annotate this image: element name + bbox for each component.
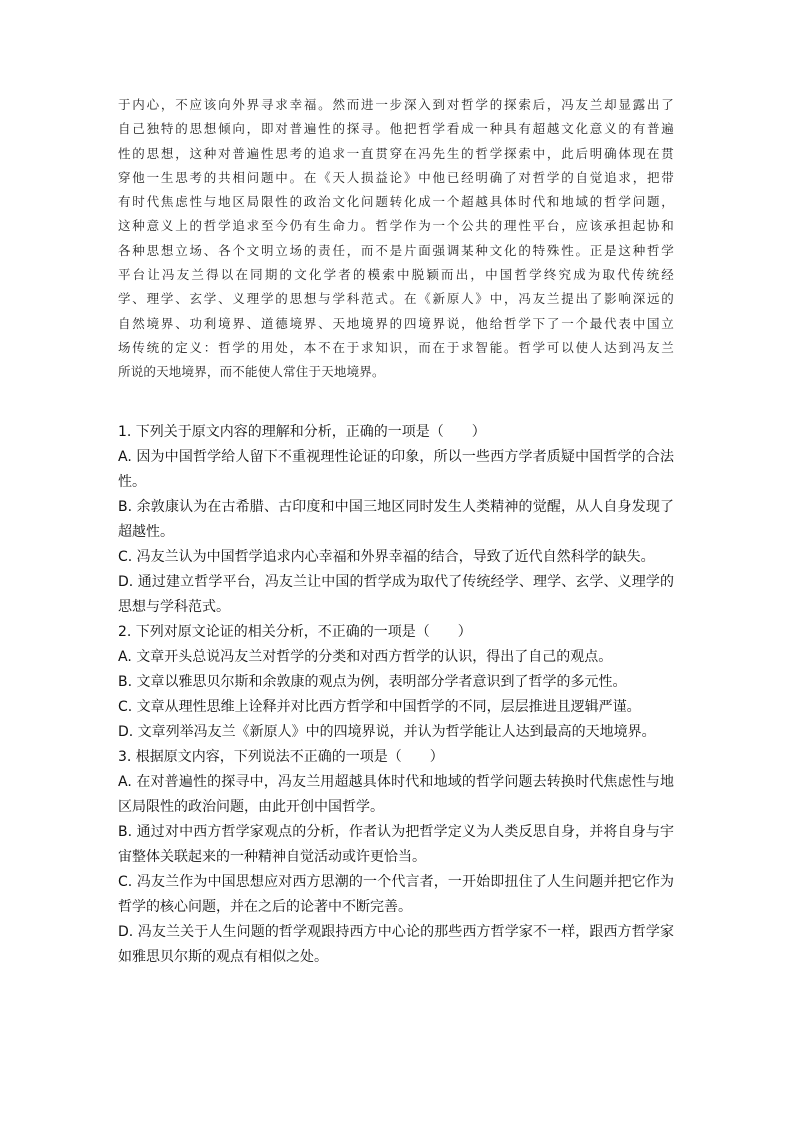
question-1-stem: 1. 下列关于原文内容的理解和分析，正确的一项是（ ）	[118, 424, 486, 440]
question-3-option-b: B. 通过对中西方哲学家观点的分析，作者认为把哲学定义为人类反思自身，并将自身与宇	[118, 824, 674, 840]
passage-line: 各种思想立场、各个文明立场的责任，而不是片面强调某种文化的特殊性。正是这种哲学	[118, 242, 674, 258]
question-2-option-d: D. 文章列举冯友兰《新原人》中的四境界说，并认为哲学能让人达到最高的天地境界。	[118, 724, 656, 740]
passage-line: 所说的天地境界，而不能使人常住于天地境界。	[118, 364, 385, 380]
question-1-option-a-cont: 性。	[118, 474, 146, 490]
question-3-option-a: A. 在对普遍性的探寻中，冯友兰用超越具体时代和地域的哲学问题去转换时代焦虑性与地	[118, 774, 674, 790]
question-3-option-d-cont: 如雅思贝尔斯的观点有相似之处。	[118, 949, 328, 965]
question-2-option-c: C. 文章从理性思维上诠释并对比西方哲学和中国哲学的不同，层层推进且逻辑严谨。	[118, 699, 641, 715]
question-3-option-d: D. 冯友兰关于人生问题的哲学观跟持西方中心论的那些西方哲学家不一样，跟西方哲学家	[118, 924, 674, 940]
passage-line: 穿他一生思考的共相问题中。在《天人损益论》中他已经明确了对哲学的自觉追求，把带	[118, 169, 674, 185]
question-2-option-a: A. 文章开头总说冯友兰对哲学的分类和对西方哲学的认识，得出了自己的观点。	[118, 649, 613, 665]
passage-line: 自然境界、功利境界、道德境界、天地境界的四境界说，他给哲学下了一个最代表中国立	[118, 315, 674, 331]
passage-line: 学、理学、玄学、义理学的思想与学科范式。在《新原人》中，冯友兰提出了影响深远的	[118, 291, 674, 307]
question-3-option-b-cont: 宙整体关联起来的一种精神自觉活动或许更恰当。	[118, 849, 426, 865]
passage-text	[118, 93, 674, 385]
question-3-option-c: C. 冯友兰作为中国思想应对西方思潮的一个代言者，一开始即扭住了人生问题并把它作为	[118, 874, 674, 890]
question-3-option-c-cont: 哲学的核心问题，并在之后的论著中不断完善。	[118, 899, 412, 915]
question-2-stem: 2. 下列对原文论证的相关分析，不正确的一项是（ ）	[118, 624, 472, 640]
question-1-option-d-cont: 思想与学科范式。	[118, 599, 230, 615]
question-2-option-b: B. 文章以雅思贝尔斯和余敦康的观点为例，表明部分学者意识到了哲学的多元性。	[118, 674, 627, 690]
question-3-option-a-cont: 区局限性的政治问题，由此开创中国哲学。	[118, 799, 384, 815]
question-1-option-b: B. 余敦康认为在古希腊、古印度和中国三地区同时发生人类精神的觉醒，从人自身发现了	[118, 499, 674, 515]
passage-line: 自己独特的思想倾向，即对普遍性的探寻。他把哲学看成一种具有超越文化意义的有普遍	[118, 121, 674, 137]
question-1-option-d: D. 通过建立哲学平台，冯友兰让中国的哲学成为取代了传统经学、理学、玄学、义理学的	[118, 574, 674, 590]
question-list	[118, 420, 674, 970]
passage-line: 于内心，不应该向外界寻求幸福。然而进一步深入到对哲学的探索后，冯友兰却显露出了	[118, 97, 674, 112]
question-1-option-c: C. 冯友兰认为中国哲学追求内心幸福和外界幸福的结合，导致了近代自然科学的缺失。	[118, 549, 655, 565]
question-1-option-a: A. 因为中国哲学给人留下不重视理性论证的印象，所以一些西方学者质疑中国哲学的合法	[118, 449, 674, 465]
question-1-option-b-cont: 超越性。	[118, 524, 174, 540]
question-3-stem: 3. 根据原文内容，下列说法不正确的一项是（ ）	[118, 749, 444, 765]
passage-line: 场传统的定义：哲学的用处，本不在于求知识，而在于求智能。哲学可以使人达到冯友兰	[118, 339, 674, 355]
passage-line: 有时代焦虑性与地区局限性的政治文化问题转化成一个超越具体时代和地域的哲学问题，	[118, 194, 674, 210]
passage-line: 性的思想，这种对普遍性思考的追求一直贯穿在冯先生的哲学探索中，此后明确体现在贯	[118, 145, 674, 161]
passage-line: 平台让冯友兰得以在同期的文化学者的模索中脱颖而出，中国哲学终究成为取代传统经	[118, 267, 674, 283]
passage-line: 这种意义上的哲学追求至今仍有生命力。哲学作为一个公共的理性平台，应该承担起协和	[118, 218, 674, 234]
